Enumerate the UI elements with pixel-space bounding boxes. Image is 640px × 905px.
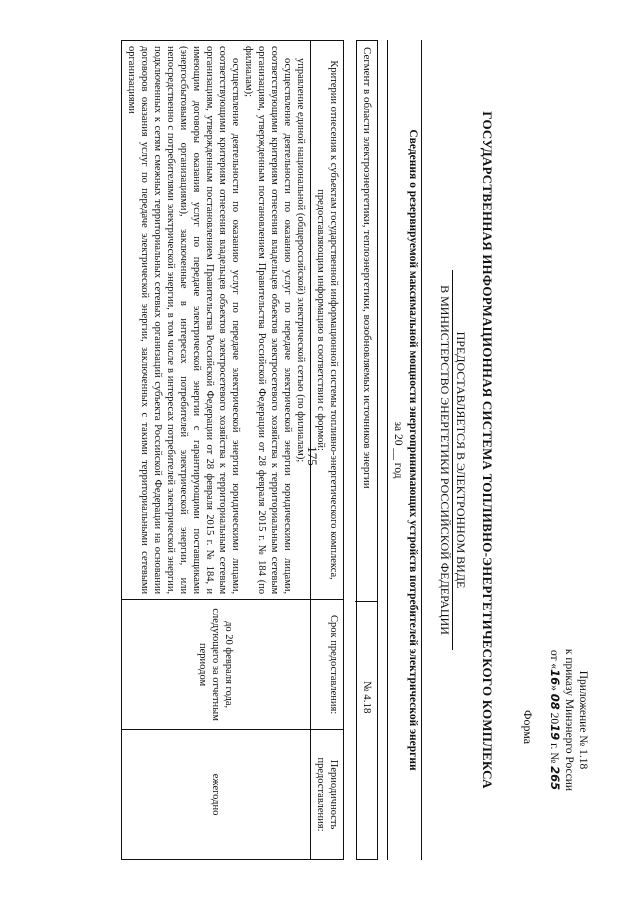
table-header-row <box>311 41 344 860</box>
main-title: ГОСУДАРСТВЕННАЯ ИНФОРМАЦИОННАЯ СИСТЕМА ТОПЛИВНО-ЭНЕРГЕТИЧЕСКОГО КОМПЛЕКСА <box>480 111 495 789</box>
report-title: Сведения о резервируемой максимальной мощности энергопринимающих устройств потребителей электрической энергии <box>407 129 419 771</box>
report-title-block <box>390 40 420 860</box>
appendix-line-2: к приказу Минэнерго России <box>563 648 575 792</box>
criteria-item: управление единой национальной (общероссийской) электрической сетью (по филиалам); <box>295 58 306 463</box>
segment-code: № 4.18 <box>361 681 373 714</box>
deadline-value: до 20 февраля года, следующего за отчетным периодом <box>197 608 235 721</box>
segment-divider <box>355 601 377 602</box>
criteria-item: осуществление деятельности по оказанию услуг по передаче электрической энергии юридическими лицами, соответствующими критериям отнесения владельцев объектов электросетевого хозяйства к территориальным сетевым организациям, утвержденным постановлением Правительства Российской Федерации от 28 февраля 2015 г. № 184, и имеющим договоры оказания услуг по передаче электрической энергии с гарантирующими поставщиками (энергосбытовыми организациями), заключенные в интересах потребителей электрической энергии, или непосредственно с потребителями электрической энергии, в том числе в интересах потребителей электрической энергии, подключенных к сетям смежных территориальных сетевых организаций субъекта Российской Федерации на основании договоров оказания услуг по передаче электрической энергии, заключенных с такими территориальными сетевыми организациями <box>126 46 241 595</box>
handwritten-order-number: 265 <box>548 766 562 791</box>
form-label: Форма <box>521 710 535 745</box>
segment-row <box>356 40 378 860</box>
handwritten-year: 19 <box>548 724 562 741</box>
periodicity-value: ежегодно <box>210 773 222 816</box>
appendix-block <box>547 580 590 860</box>
segment-label: Сегмент в области электроэнергетики, теплоэнергетики, возобновляемых источников энергии <box>361 47 373 489</box>
periodicity-cell <box>122 730 311 860</box>
divider <box>387 40 388 860</box>
header-deadline: Срок предоставления: <box>311 600 344 730</box>
submission-notice <box>437 270 468 650</box>
header-periodicity: Периодичность предоставления: <box>311 730 344 860</box>
appendix-line-3: от «16» 08 2019 г. № 265 <box>548 649 562 791</box>
deadline-cell <box>122 600 311 730</box>
criteria-item: осуществление деятельности по оказанию услуг по передаче электрической энергии юридическими лицами, соответствующими критериям отнесения владельцев объектов электросетевого хозяйства к территориальным сетевым организациям, утвержденным постановлением Правительства Российской Федерации от 28 февраля 2015 г. № 184 (по филиалам); <box>243 46 293 595</box>
submission-line-1: ПРЕДОСТАВЛЯЕТСЯ В ЭЛЕКТРОННОМ ВИДЕ <box>452 270 468 650</box>
header-criteria: Критерии отнесения к субъектам государственной информационной системы топливно-энергетического комплекса, предоставляющим информацию в соответствии с формой: <box>311 41 344 600</box>
rotated-form-page <box>50 20 610 880</box>
criteria-table <box>121 40 344 860</box>
handwritten-day: 16 <box>548 669 562 686</box>
submission-line-2: В МИНИСТЕРСТВО ЭНЕРГЕТИКИ РОССИЙСКОЙ ФЕДЕРАЦИИ <box>438 285 452 635</box>
divider <box>421 40 422 860</box>
handwritten-month: 08 <box>548 693 562 710</box>
table-row <box>122 41 311 860</box>
page-number: 175 <box>304 446 320 466</box>
criteria-cell <box>122 41 311 600</box>
appendix-line-1: Приложение № 1.18 <box>577 670 589 770</box>
report-period: за 20 __ год <box>392 421 404 479</box>
